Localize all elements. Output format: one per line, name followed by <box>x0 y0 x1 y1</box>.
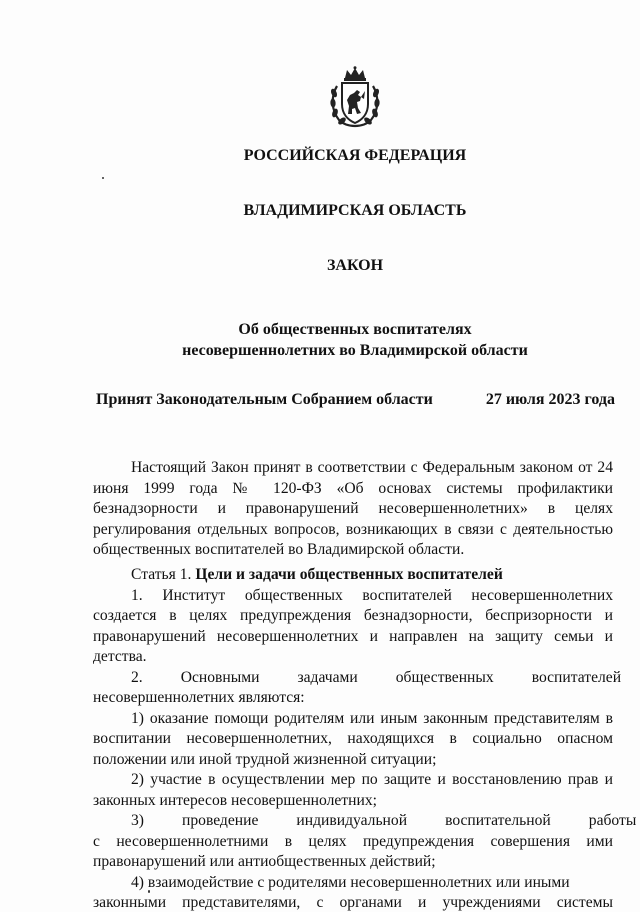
preamble-paragraph: Настоящий Закон принят в соответствии с Федеральным законом от 24 июня 1999 года № 120-ФЗ «Об основах системы профилактики безнадзорности и правонарушений несовершеннолетних» в целях регулирования отдельных вопросов, возникающих в связи с деятельностью общественных воспитателей во Владимирской области. <box>93 459 613 558</box>
list-item-3-rest: правонарушений или антиобщественных действий; <box>93 853 436 870</box>
preamble-block <box>93 458 613 561</box>
adopted-by: Принят Законодательным Собранием области <box>96 391 433 408</box>
item3-word: с <box>93 832 100 850</box>
list-item-1: 1) оказание помощи родителям или иным законным представителям в воспитании несовершеннолетних, находящихся в социально опасном положении или иной трудной жизненной ситуации; <box>93 709 613 768</box>
p2-word: задачами <box>297 668 358 686</box>
law-title <box>0 319 640 361</box>
article-1-paragraph-1: 1. Институт общественных воспитателей несовершеннолетних создается в целях предупреждения безнадзорности, беспризорности и правонарушений несовершеннолетних и направлен на защиту семьи и детства. <box>93 586 613 665</box>
item4-word: и <box>418 894 427 911</box>
coat-of-arms-emblem <box>327 66 383 130</box>
article-1-paragraph-2-rest: несовершеннолетних являются: <box>93 689 305 706</box>
item4-word: с <box>316 894 324 911</box>
p2-word: Основными <box>180 668 260 686</box>
item3-word: предупреждения <box>362 832 475 850</box>
country-heading: РОССИЙСКАЯ ФЕДЕРАЦИЯ <box>243 147 467 164</box>
item3-word: индивидуальной <box>296 812 408 829</box>
list-item-4-line-2 <box>93 893 613 914</box>
region-heading: ВЛАДИМИРСКАЯ ОБЛАСТЬ <box>243 202 467 219</box>
item4-word: органами <box>339 894 402 911</box>
list-item-2: 2) участие в осуществлении мер по защите и восстановлению прав и законных интересов несовершеннолетних; <box>93 771 613 809</box>
law-title-line-2: несовершеннолетних во Владимирской области <box>182 342 528 359</box>
item3-word: несовершеннолетними <box>116 832 269 850</box>
scan-speck <box>148 890 150 893</box>
list-item-4-line-1: 4) взаимодействие с родителями несовершеннолетних или иными <box>131 873 570 891</box>
item3-word: ими <box>586 832 613 850</box>
p2-word: воспитателей <box>531 668 622 686</box>
item4-word: системы <box>556 894 613 911</box>
adoption-date: 27 июля 2023 года <box>485 391 615 408</box>
item3-word: совершения <box>490 832 571 850</box>
scan-speck <box>102 177 104 179</box>
list-item-3-line-2 <box>93 832 613 853</box>
item3-word: проведение <box>182 812 259 829</box>
article-1-paragraph-2-line <box>93 668 622 689</box>
item4-word: учреждениями <box>442 894 541 911</box>
item3-word: в <box>284 832 293 850</box>
article-1-title: Цели и задачи общественных воспитателей <box>195 566 503 583</box>
list-item-3-line-1 <box>93 811 637 832</box>
document-type-heading: ЗАКОН <box>326 257 384 274</box>
article-1-heading <box>93 565 613 586</box>
item4-word: представителями, <box>182 894 301 911</box>
p2-word: общественных <box>395 668 494 686</box>
article-1-prefix: Статья 1. <box>131 566 192 583</box>
item3-word: 3) <box>131 812 144 829</box>
law-title-line-1: Об общественных воспитателях <box>238 321 472 338</box>
article-1-block <box>93 565 637 914</box>
item4-word: законными <box>93 894 167 911</box>
p2-word: 2. <box>131 668 143 686</box>
item3-word: целях <box>308 832 347 850</box>
item3-word: воспитательной <box>445 812 551 829</box>
item3-word: работы <box>588 812 637 829</box>
